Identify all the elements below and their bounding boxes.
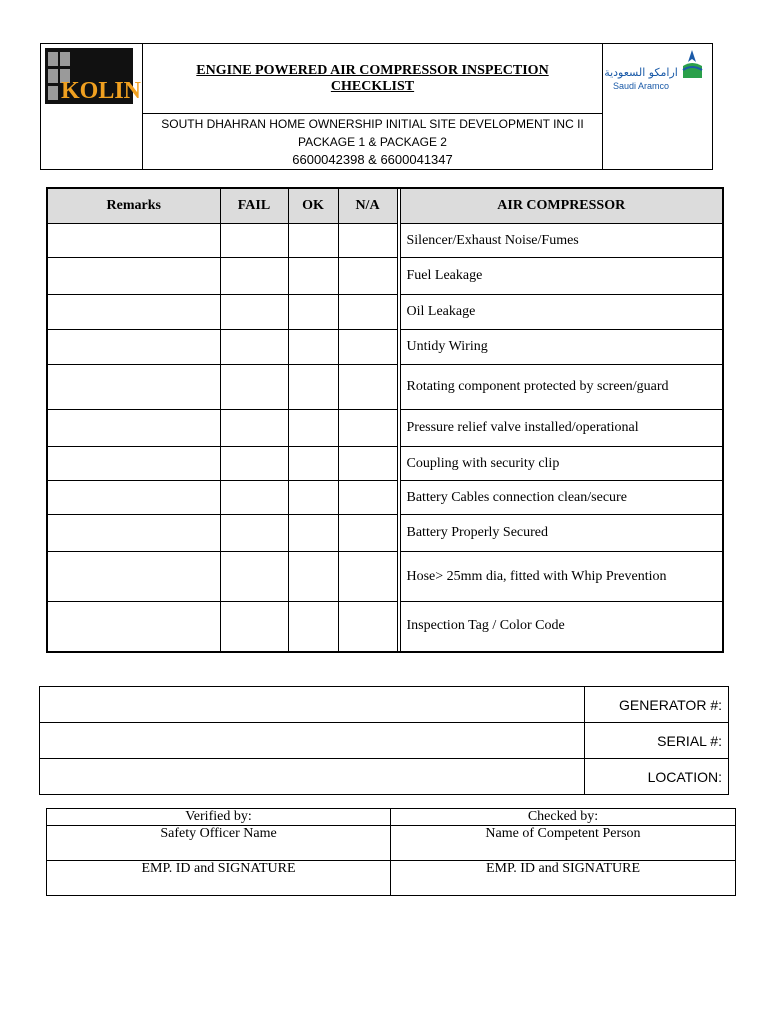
fail-cell[interactable] [220, 295, 288, 330]
aramco-logo-cell [603, 44, 712, 169]
kolin-logo-cell [41, 44, 143, 169]
title-cell [143, 44, 603, 114]
checklist-item: Battery Properly Secured [400, 515, 723, 552]
checklist-item: Coupling with security clip [400, 447, 723, 481]
package-label: PACKAGE 1 & PACKAGE 2 [298, 135, 447, 149]
checklist-row [47, 515, 723, 552]
saudi-aramco-logo [604, 46, 707, 96]
remarks-cell[interactable] [47, 481, 220, 515]
checklist-row [47, 602, 723, 652]
contract-numbers: 6600042398 & 6600041347 [292, 152, 453, 167]
checklist-row [47, 447, 723, 481]
air-compressor-header: AIR COMPRESSOR [400, 188, 723, 224]
na-cell[interactable] [338, 602, 397, 652]
na-cell[interactable] [338, 330, 397, 365]
fail-cell[interactable] [220, 330, 288, 365]
remarks-cell[interactable] [47, 365, 220, 410]
signature-name-row [47, 826, 736, 861]
document-title: ENGINE POWERED AIR COMPRESSOR INSPECTION CHECKLIST [196, 62, 549, 94]
signature-header-row [47, 809, 736, 826]
remarks-cell[interactable] [47, 602, 220, 652]
generator-value-field[interactable] [40, 687, 585, 723]
verified-by-label: Verified by: [47, 809, 391, 826]
checklist-item: Hose> 25mm dia, fitted with Whip Prevention [400, 552, 723, 602]
fail-cell[interactable] [220, 515, 288, 552]
ok-cell[interactable] [288, 552, 338, 602]
checklist-item: Oil Leakage [400, 295, 723, 330]
location-value-field[interactable] [40, 759, 585, 795]
remarks-cell[interactable] [47, 515, 220, 552]
remarks-cell[interactable] [47, 224, 220, 258]
safety-officer-name-field[interactable]: Safety Officer Name [47, 826, 391, 861]
fail-cell[interactable] [220, 481, 288, 515]
checklist-item: Pressure relief valve installed/operational [400, 410, 723, 447]
checklist-row [47, 481, 723, 515]
fail-header: FAIL [220, 188, 288, 224]
kolin-logo-text: KOLIN [60, 78, 142, 104]
inspection-checklist-table [46, 187, 724, 653]
kolin-logo [45, 48, 142, 104]
project-info-cell [143, 114, 603, 169]
signature-table [46, 808, 736, 896]
aramco-english-text: Saudi Aramco [612, 81, 670, 91]
header-box [40, 43, 713, 170]
remarks-cell[interactable] [47, 330, 220, 365]
fail-cell[interactable] [220, 258, 288, 295]
checklist-row [47, 258, 723, 295]
checklist-item: Untidy Wiring [400, 330, 723, 365]
ok-cell[interactable] [288, 602, 338, 652]
signature-id-row [47, 861, 736, 896]
fail-cell[interactable] [220, 365, 288, 410]
remarks-cell[interactable] [47, 258, 220, 295]
generator-label: GENERATOR #: [585, 687, 729, 723]
checklist-row [47, 295, 723, 330]
ok-cell[interactable] [288, 410, 338, 447]
na-cell[interactable] [338, 447, 397, 481]
fail-cell[interactable] [220, 410, 288, 447]
checklist-row [47, 410, 723, 447]
serial-label: SERIAL #: [585, 723, 729, 759]
ok-cell[interactable] [288, 515, 338, 552]
location-label: LOCATION: [585, 759, 729, 795]
na-cell[interactable] [338, 258, 397, 295]
remarks-header: Remarks [47, 188, 220, 224]
competent-person-name-field[interactable]: Name of Competent Person [391, 826, 736, 861]
checklist-item: Fuel Leakage [400, 258, 723, 295]
fail-cell[interactable] [220, 224, 288, 258]
na-cell[interactable] [338, 481, 397, 515]
checklist-item: Battery Cables connection clean/secure [400, 481, 723, 515]
checked-by-label: Checked by: [391, 809, 736, 826]
location-row [40, 759, 729, 795]
ok-cell[interactable] [288, 365, 338, 410]
aramco-arabic-text: ارامكو السعودية [604, 66, 678, 79]
remarks-cell[interactable] [47, 295, 220, 330]
checked-emp-id-signature-field[interactable]: EMP. ID and SIGNATURE [391, 861, 736, 896]
ok-cell[interactable] [288, 295, 338, 330]
remarks-cell[interactable] [47, 410, 220, 447]
fail-cell[interactable] [220, 602, 288, 652]
remarks-cell[interactable] [47, 447, 220, 481]
checklist-header-row [47, 188, 723, 224]
generator-row [40, 687, 729, 723]
na-cell[interactable] [338, 410, 397, 447]
project-name: SOUTH DHAHRAN HOME OWNERSHIP INITIAL SITE DEVELOPMENT INC II [161, 117, 584, 131]
remarks-cell[interactable] [47, 552, 220, 602]
na-cell[interactable] [338, 515, 397, 552]
ok-cell[interactable] [288, 447, 338, 481]
fail-cell[interactable] [220, 447, 288, 481]
verified-emp-id-signature-field[interactable]: EMP. ID and SIGNATURE [47, 861, 391, 896]
serial-row [40, 723, 729, 759]
ok-cell[interactable] [288, 224, 338, 258]
ok-cell[interactable] [288, 481, 338, 515]
ok-cell[interactable] [288, 330, 338, 365]
ok-cell[interactable] [288, 258, 338, 295]
checklist-row [47, 552, 723, 602]
fail-cell[interactable] [220, 552, 288, 602]
checklist-row [47, 224, 723, 258]
na-header: N/A [338, 188, 397, 224]
checklist-item: Inspection Tag / Color Code [400, 602, 723, 652]
equipment-info-table [39, 686, 729, 795]
checklist-row [47, 330, 723, 365]
ok-header: OK [288, 188, 338, 224]
checklist-item: Rotating component protected by screen/guard [400, 365, 723, 410]
serial-value-field[interactable] [40, 723, 585, 759]
checklist-row [47, 365, 723, 410]
checklist-item: Silencer/Exhaust Noise/Fumes [400, 224, 723, 258]
na-cell[interactable] [338, 552, 397, 602]
na-cell[interactable] [338, 224, 397, 258]
na-cell[interactable] [338, 365, 397, 410]
na-cell[interactable] [338, 295, 397, 330]
